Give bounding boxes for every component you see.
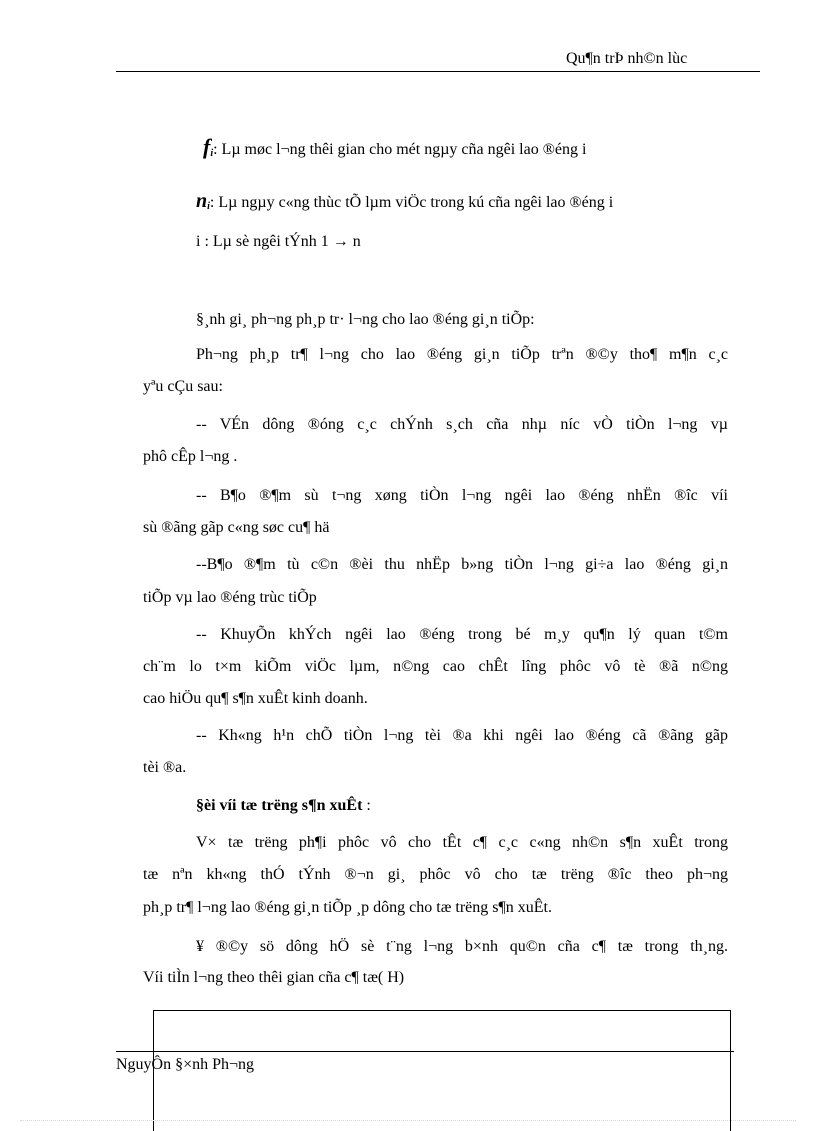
footer-author: NguyÔn §×nh Ph¬ng (116, 1056, 255, 1073)
item4-line3: cao hiÖu qu¶ s¶n xuÊt kinh doanh. (143, 690, 368, 707)
item5-line2: tèi ®a. (143, 759, 187, 776)
def-i: i : Lµ sè ngêi tÝnh 1 → n (196, 233, 361, 250)
def-n-text: : Lµ ngµy c«ng thùc tÕ lµm viÖc trong kú cña ngêi lao ®éng i (209, 194, 614, 211)
n-symbol: n (196, 190, 208, 212)
n-subscript: i (207, 201, 210, 212)
item2-line1: -- B¶o ®¶m sù t¬ng xøng tiÒn l¬ng ngêi lao ®éng nhËn ®îc víi (196, 487, 728, 504)
footer-divider (116, 1051, 734, 1052)
para3-line2: Víi tiÌn l¬ng theo thêi gian cña c¶ tæ( H) (143, 969, 405, 986)
item2-line2: sù ®ãng gãp c«ng søc cu¶ hä (143, 519, 330, 536)
heading-team-leader-text: §èi víi tæ trëng s¶n xuÊt (196, 797, 363, 814)
item5-line1: -- Kh«ng h¹n chÕ tiÒn l¬ng tèi ®a khi ngêi lao ®éng cã ®ãng gãp (196, 727, 728, 744)
page-edge-dotted-line (20, 1120, 796, 1122)
item4-line2: ch¨m lo t×m kiÕm viÖc lµm, n©ng cao chÊt lîng phôc vô tè ®ã n©ng (143, 658, 728, 675)
para1-line1: Ph¬ng ph¸p tr¶ l¬ng cho lao ®éng gi¸n tiÕp trªn ®©y tho¶ m¶n c¸c (196, 346, 728, 363)
def-f-text: : Lµ møc l¬ng thêi gian cho mét ngµy cña ngêi lao ®éng i (213, 141, 587, 158)
f-symbol: f (203, 134, 211, 159)
para1-line2: yªu cÇu sau: (143, 378, 223, 395)
header-divider (116, 71, 760, 72)
para2-line1: V× tæ trëng ph¶i phôc vô cho tÊt c¶ c¸c c«ng nh©n s¶n xuÊt trong (196, 834, 728, 851)
heading-team-leader-colon: : (362, 797, 371, 814)
item4-line1: -- KhuyÕn khÝch ngêi lao ®éng trong bé m¸y qu¶n lý quan t©m (196, 626, 728, 643)
item3-line2: tiÕp vµ lao ®éng trùc tiÕp (143, 589, 317, 606)
header-title: Qu¶n trÞ nh©n lùc (566, 50, 688, 67)
para2-line3: ph¸p tr¶ l¬ng lao ®éng gi¸n tiÕp ¸p dông cho tæ trëng s¶n xuÊt. (143, 899, 552, 916)
def-f (203, 134, 586, 160)
item3-line1: --B¶o ®¶m tù c©n ®èi thu nhËp b»ng tiÒn l¬ng gi÷a lao ®éng gi¸n (196, 556, 728, 573)
heading-team-leader (196, 797, 371, 815)
para2-line2: tæ nªn kh«ng thÓ tÝnh ®¬n gi¸ phôc vô cho tæ trëng ®îc theo ph¬ng (143, 866, 728, 883)
para3-line1: ¥ ®©y sö dông hÖ sè t¨ng l¬ng b×nh qu©n cña c¶ tæ trong th¸ng. (196, 938, 728, 955)
def-n (196, 190, 613, 213)
item1-line1: -- VÉn dông ®óng c¸c chÝnh s¸ch cña nhµ níc vÒ tiÒn l¬ng vµ (196, 416, 728, 433)
item1-line2: phô cÊp l¬ng . (143, 448, 238, 465)
f-subscript: i (210, 148, 214, 159)
heading-evaluation: §¸nh gi¸ ph¬ng ph¸p tr· l¬ng cho lao ®éng gi¸n tiÕp: (196, 311, 535, 328)
